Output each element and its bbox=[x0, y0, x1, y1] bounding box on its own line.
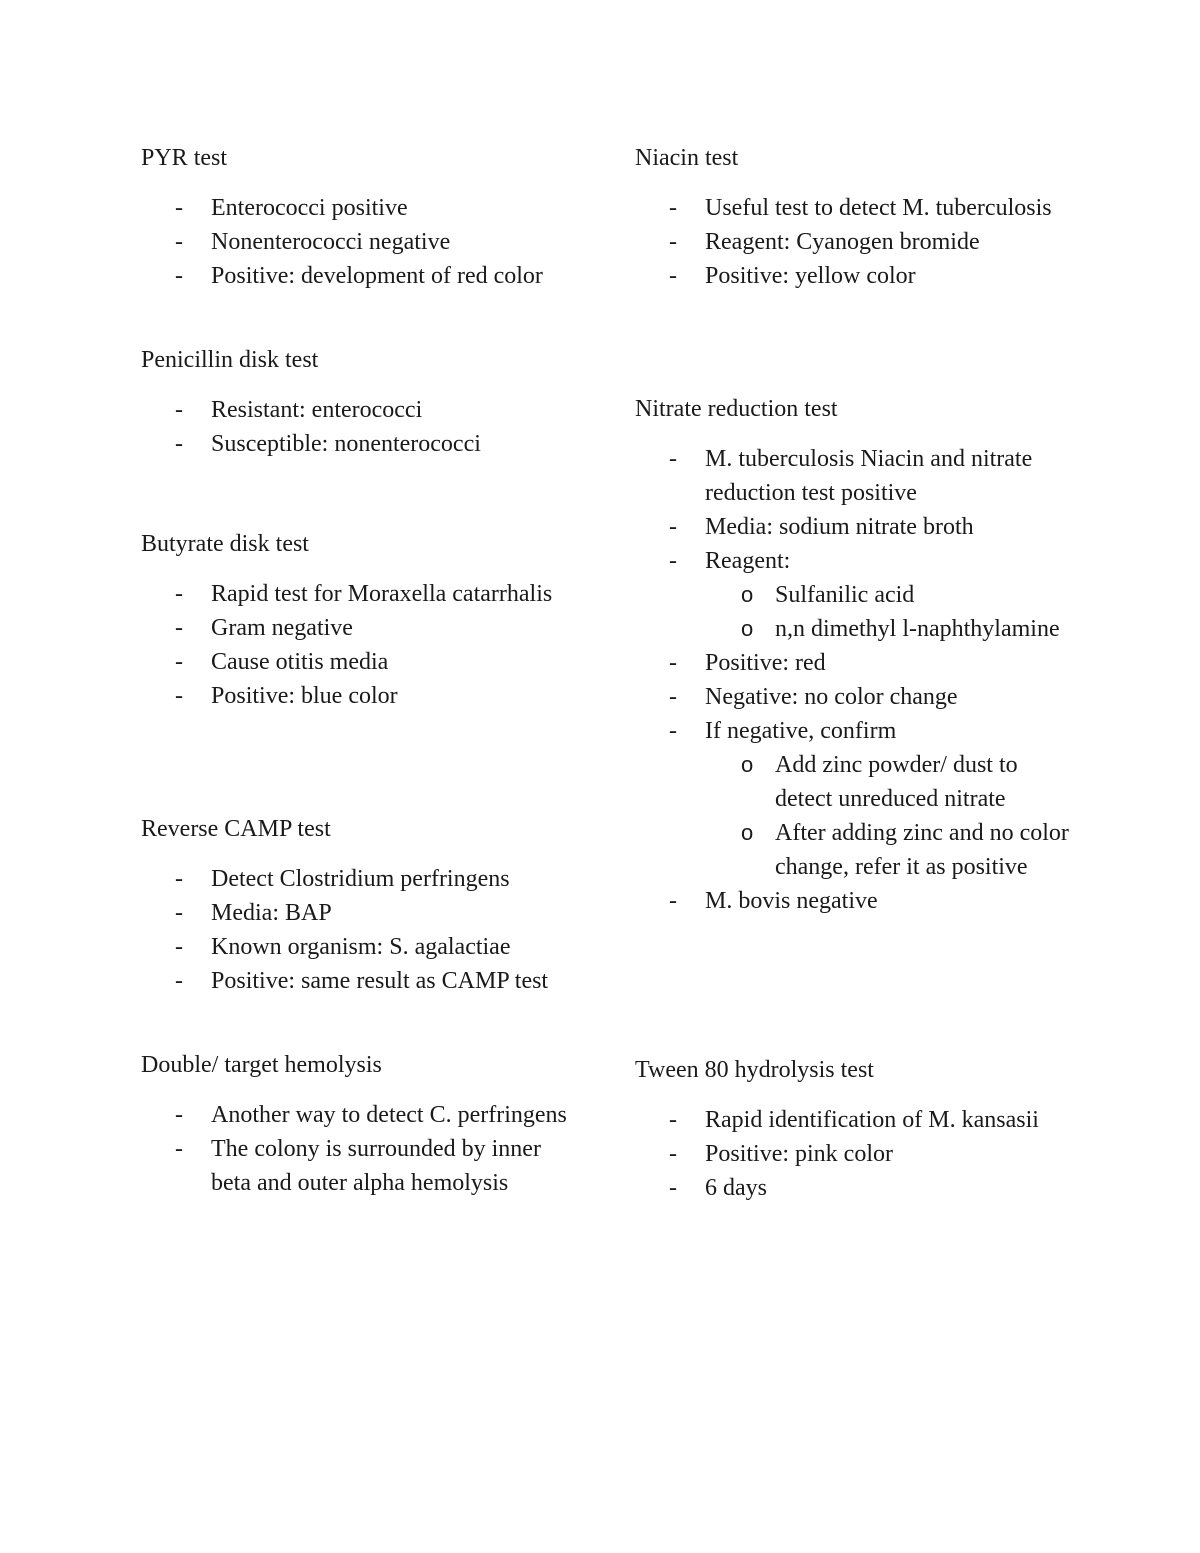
list-item bbox=[141, 930, 581, 964]
circle-bullet: o bbox=[741, 752, 754, 777]
bullet-list bbox=[141, 393, 581, 461]
circle-bullet: o bbox=[741, 820, 754, 845]
dash-bullet: - bbox=[175, 900, 183, 926]
dash-bullet: - bbox=[669, 548, 677, 574]
list-item bbox=[635, 1137, 1075, 1171]
dash-bullet: - bbox=[175, 866, 183, 892]
list-item bbox=[141, 191, 581, 225]
sub-item-text: Sulfanilic acid bbox=[775, 582, 915, 608]
item-text: M. bovis negative bbox=[705, 888, 878, 914]
nitrate-reduction-section bbox=[635, 392, 1075, 918]
item-text: Resistant: enterococci bbox=[211, 397, 423, 423]
list-item bbox=[141, 1132, 581, 1200]
dash-bullet: - bbox=[175, 581, 183, 607]
bullet-list bbox=[141, 191, 581, 293]
item-text: Positive: pink color bbox=[705, 1141, 893, 1167]
list-item bbox=[141, 964, 581, 998]
section-heading: Double/ target hemolysis bbox=[141, 1052, 382, 1078]
list-item bbox=[141, 645, 581, 679]
dash-bullet: - bbox=[175, 263, 183, 289]
dash-bullet: - bbox=[669, 650, 677, 676]
item-text: Gram negative bbox=[211, 615, 353, 641]
dash-bullet: - bbox=[175, 683, 183, 709]
item-text: Useful test to detect M. tuberculosis bbox=[705, 195, 1052, 221]
dash-bullet: - bbox=[175, 1102, 183, 1128]
list-item bbox=[635, 680, 1075, 714]
sub-list-item bbox=[705, 578, 1075, 612]
item-text: Positive: blue color bbox=[211, 683, 398, 709]
tween-80-section bbox=[635, 1053, 1075, 1205]
list-item bbox=[141, 225, 581, 259]
list-item bbox=[635, 1171, 1075, 1205]
circle-bullet: o bbox=[741, 616, 754, 641]
section-heading: Nitrate reduction test bbox=[635, 396, 838, 422]
penicillin-disk-section bbox=[141, 343, 581, 461]
section-heading: Tween 80 hydrolysis test bbox=[635, 1057, 874, 1083]
dash-bullet: - bbox=[669, 718, 677, 744]
sub-item-text: n,n dimethyl l-naphthylamine bbox=[775, 616, 1060, 642]
sub-item-text: Add zinc powder/ dust to detect unreduced nitrate bbox=[775, 752, 1018, 812]
list-item bbox=[141, 896, 581, 930]
sub-bullet-list bbox=[705, 578, 1075, 646]
section-heading: Niacin test bbox=[635, 145, 739, 171]
list-item bbox=[635, 1103, 1075, 1137]
list-item bbox=[635, 442, 1075, 510]
item-text: Negative: no color change bbox=[705, 684, 958, 710]
list-item bbox=[635, 544, 1075, 646]
bullet-list bbox=[141, 1098, 581, 1200]
item-text: Reagent: bbox=[705, 548, 791, 574]
dash-bullet: - bbox=[175, 229, 183, 255]
double-hemolysis-section bbox=[141, 1048, 581, 1200]
list-item bbox=[141, 611, 581, 645]
dash-bullet: - bbox=[669, 1175, 677, 1201]
item-text: Reagent: Cyanogen bromide bbox=[705, 229, 980, 255]
dash-bullet: - bbox=[175, 649, 183, 675]
list-item bbox=[141, 862, 581, 896]
list-item bbox=[141, 679, 581, 713]
dash-bullet: - bbox=[669, 888, 677, 914]
item-text: 6 days bbox=[705, 1175, 767, 1201]
dash-bullet: - bbox=[175, 195, 183, 221]
section-heading: PYR test bbox=[141, 145, 228, 171]
sub-list-item bbox=[705, 748, 1075, 816]
item-text: Known organism: S. agalactiae bbox=[211, 934, 511, 960]
list-item bbox=[635, 510, 1075, 544]
dash-bullet: - bbox=[175, 615, 183, 641]
dash-bullet: - bbox=[175, 934, 183, 960]
item-text: Rapid identification of M. kansasii bbox=[705, 1107, 1039, 1133]
bullet-list bbox=[635, 1103, 1075, 1205]
bullet-list bbox=[141, 577, 581, 713]
list-item bbox=[141, 427, 581, 461]
list-item bbox=[141, 577, 581, 611]
item-text: Positive: development of red color bbox=[211, 263, 543, 289]
dash-bullet: - bbox=[669, 514, 677, 540]
list-item bbox=[141, 259, 581, 293]
item-text: The colony is surrounded by inner beta and outer alpha hemolysis bbox=[211, 1136, 541, 1196]
item-text: Cause otitis media bbox=[211, 649, 389, 675]
dash-bullet: - bbox=[175, 431, 183, 457]
reverse-camp-section bbox=[141, 812, 581, 998]
list-item bbox=[635, 714, 1075, 884]
section-heading: Reverse CAMP test bbox=[141, 816, 331, 842]
item-text: M. tuberculosis Niacin and nitrate reduction test positive bbox=[705, 446, 1033, 506]
dash-bullet: - bbox=[669, 684, 677, 710]
bullet-list bbox=[635, 191, 1075, 293]
niacin-test-section bbox=[635, 141, 1075, 293]
circle-bullet: o bbox=[741, 582, 754, 607]
item-text: Enterococci positive bbox=[211, 195, 408, 221]
item-text: Susceptible: nonenterococci bbox=[211, 431, 481, 457]
item-text: Positive: yellow color bbox=[705, 263, 916, 289]
item-text: Media: BAP bbox=[211, 900, 332, 926]
bullet-list bbox=[141, 862, 581, 998]
bullet-list bbox=[635, 442, 1075, 918]
item-text: Another way to detect C. perfringens bbox=[211, 1102, 567, 1128]
list-item bbox=[141, 393, 581, 427]
sub-bullet-list bbox=[705, 748, 1075, 884]
list-item bbox=[635, 646, 1075, 680]
sub-list-item bbox=[705, 816, 1075, 884]
dash-bullet: - bbox=[669, 229, 677, 255]
item-text: Positive: red bbox=[705, 650, 826, 676]
list-item bbox=[141, 1098, 581, 1132]
butyrate-disk-section bbox=[141, 527, 581, 713]
item-text: If negative, confirm bbox=[705, 718, 897, 744]
dash-bullet: - bbox=[669, 1141, 677, 1167]
list-item bbox=[635, 884, 1075, 918]
list-item bbox=[635, 191, 1075, 225]
list-item bbox=[635, 259, 1075, 293]
dash-bullet: - bbox=[175, 968, 183, 994]
dash-bullet: - bbox=[669, 446, 677, 472]
dash-bullet: - bbox=[669, 195, 677, 221]
item-text: Detect Clostridium perfringens bbox=[211, 866, 510, 892]
dash-bullet: - bbox=[669, 1107, 677, 1133]
dash-bullet: - bbox=[669, 263, 677, 289]
dash-bullet: - bbox=[175, 1136, 183, 1162]
dash-bullet: - bbox=[175, 397, 183, 423]
sub-list-item bbox=[705, 612, 1075, 646]
section-heading: Butyrate disk test bbox=[141, 531, 309, 557]
list-item bbox=[635, 225, 1075, 259]
item-text: Positive: same result as CAMP test bbox=[211, 968, 549, 994]
sub-item-text: After adding zinc and no color change, refer it as positive bbox=[775, 820, 1069, 880]
pyr-test-section bbox=[141, 141, 581, 293]
item-text: Rapid test for Moraxella catarrhalis bbox=[211, 581, 553, 607]
section-heading: Penicillin disk test bbox=[141, 347, 319, 373]
item-text: Nonenterococci negative bbox=[211, 229, 451, 255]
item-text: Media: sodium nitrate broth bbox=[705, 514, 974, 540]
